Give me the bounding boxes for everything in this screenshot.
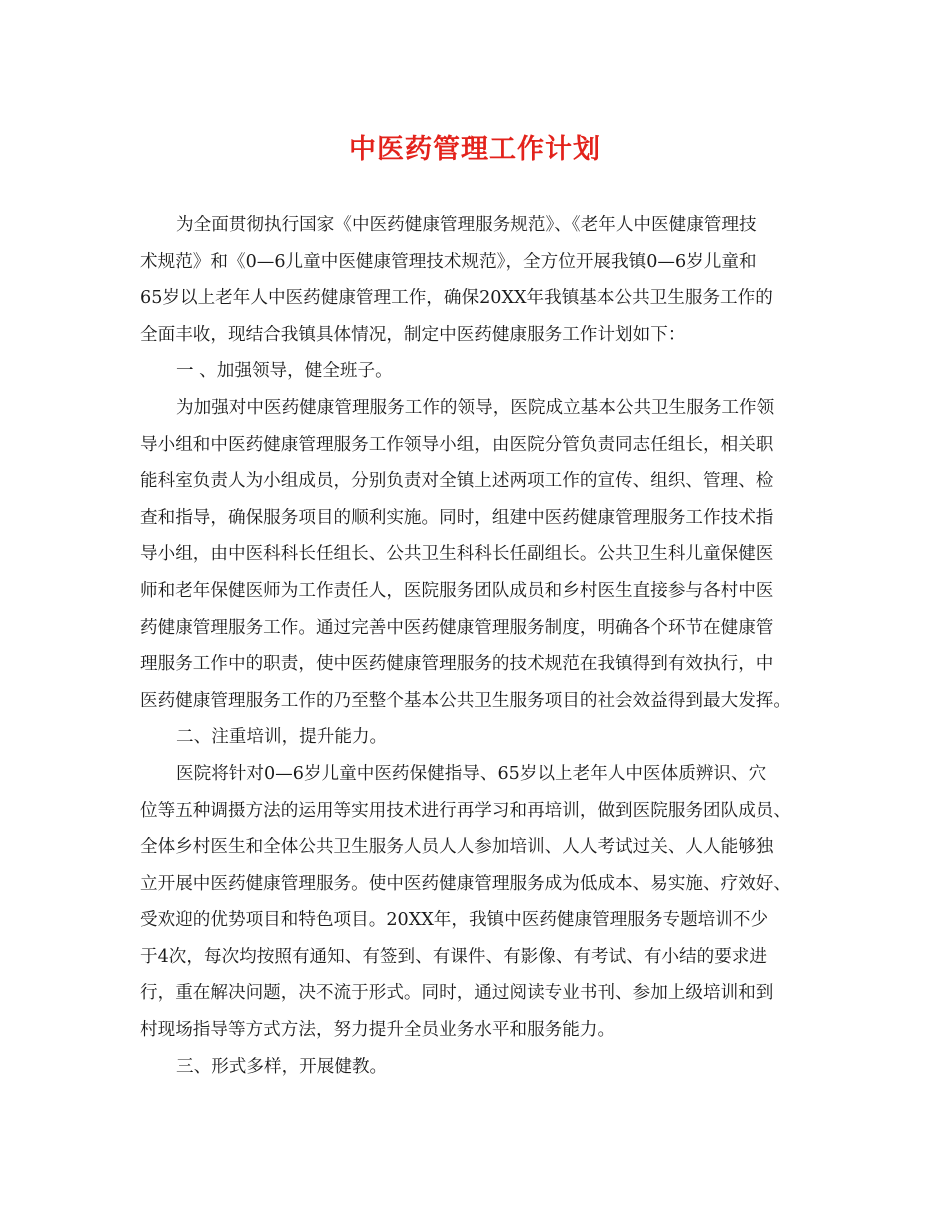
- paragraph-line: 医药健康管理服务工作的乃至整个基本公共卫生服务项目的社会效益得到最大发挥。: [140, 690, 791, 711]
- paragraph-line: 村现场指导等方式方法，努力提升全员业务水平和服务能力。: [140, 1020, 616, 1041]
- paragraph-line: 药健康管理服务工作。通过完善中医药健康管理服务制度，明确各个环节在健康管: [140, 617, 774, 638]
- paragraph-line: 理服务工作中的职责，使中医药健康管理服务的技术规范在我镇得到有效执行，中: [140, 654, 774, 675]
- section-heading: 一 、加强领导，健全班子。: [176, 361, 393, 382]
- paragraph-line: 受欢迎的优势项目和特色项目。20XX年，我镇中医药健康管理服务专题培训不少: [140, 910, 769, 931]
- paragraph-line: 师和老年保健医师为工作责任人，医院服务团队成员和乡村医生直接参与各村中医: [140, 580, 774, 601]
- paragraph-line: 全面丰收，现结合我镇具体情况，制定中医药健康服务工作计划如下：: [140, 324, 686, 345]
- paragraph-line: 全体乡村医生和全体公共卫生服务人员人人参加培训、人人考试过关、人人能够独: [140, 837, 774, 858]
- paragraph-line: 位等五种调摄方法的运用等实用技术进行再学习和再培训，做到医院服务团队成员、: [140, 800, 791, 821]
- paragraph-line: 术规范》和《0—6儿童中医健康管理技术规范》，全方位开展我镇0—6岁儿童和: [140, 251, 757, 272]
- paragraph-line: 为加强对中医药健康管理服务工作的领导，医院成立基本公共卫生服务工作领: [176, 397, 775, 418]
- paragraph-line: 查和指导，确保服务项目的顺利实施。同时，组建中医药健康管理服务工作技术指: [140, 507, 774, 528]
- document-body: [140, 207, 830, 1085]
- paragraph-line: 医院将针对0—6岁儿童中医药保健指导、65岁以上老年人中医体质辨识、穴: [176, 763, 767, 784]
- section-heading: 二、注重培训，提升能力。: [176, 727, 388, 748]
- paragraph-line: 导小组，由中医科科长任组长、公共卫生科科长任副组长。公共卫生科儿童保健医: [140, 544, 774, 565]
- paragraph-line: 65岁以上老年人中医药健康管理工作，确保20XX年我镇基本公共卫生服务工作的: [140, 288, 773, 309]
- paragraph-line: 于4次，每次均按照有通知、有签到、有课件、有影像、有考试、有小结的要求进: [140, 946, 767, 967]
- paragraph-line: 行，重在解决问题，决不流于形式。同时，通过阅读专业书刊、参加上级培训和到: [140, 983, 774, 1004]
- paragraph-line: 能科室负责人为小组成员，分别负责对全镇上述两项工作的宣传、组织、管理、检: [140, 471, 774, 492]
- document-title: 中医药管理工作计划: [349, 134, 601, 165]
- paragraph-line: 立开展中医药健康管理服务。使中医药健康管理服务成为低成本、易实施、疗效好、: [140, 873, 791, 894]
- section-heading: 三、形式多样，开展健教。: [176, 1056, 388, 1077]
- paragraph-line: 为全面贯彻执行国家《中医药健康管理服务规范》、《老年人中医健康管理技: [176, 215, 757, 235]
- paragraph-line: 导小组和中医药健康管理服务工作领导小组，由医院分管负责同志任组长，相关职: [140, 434, 774, 455]
